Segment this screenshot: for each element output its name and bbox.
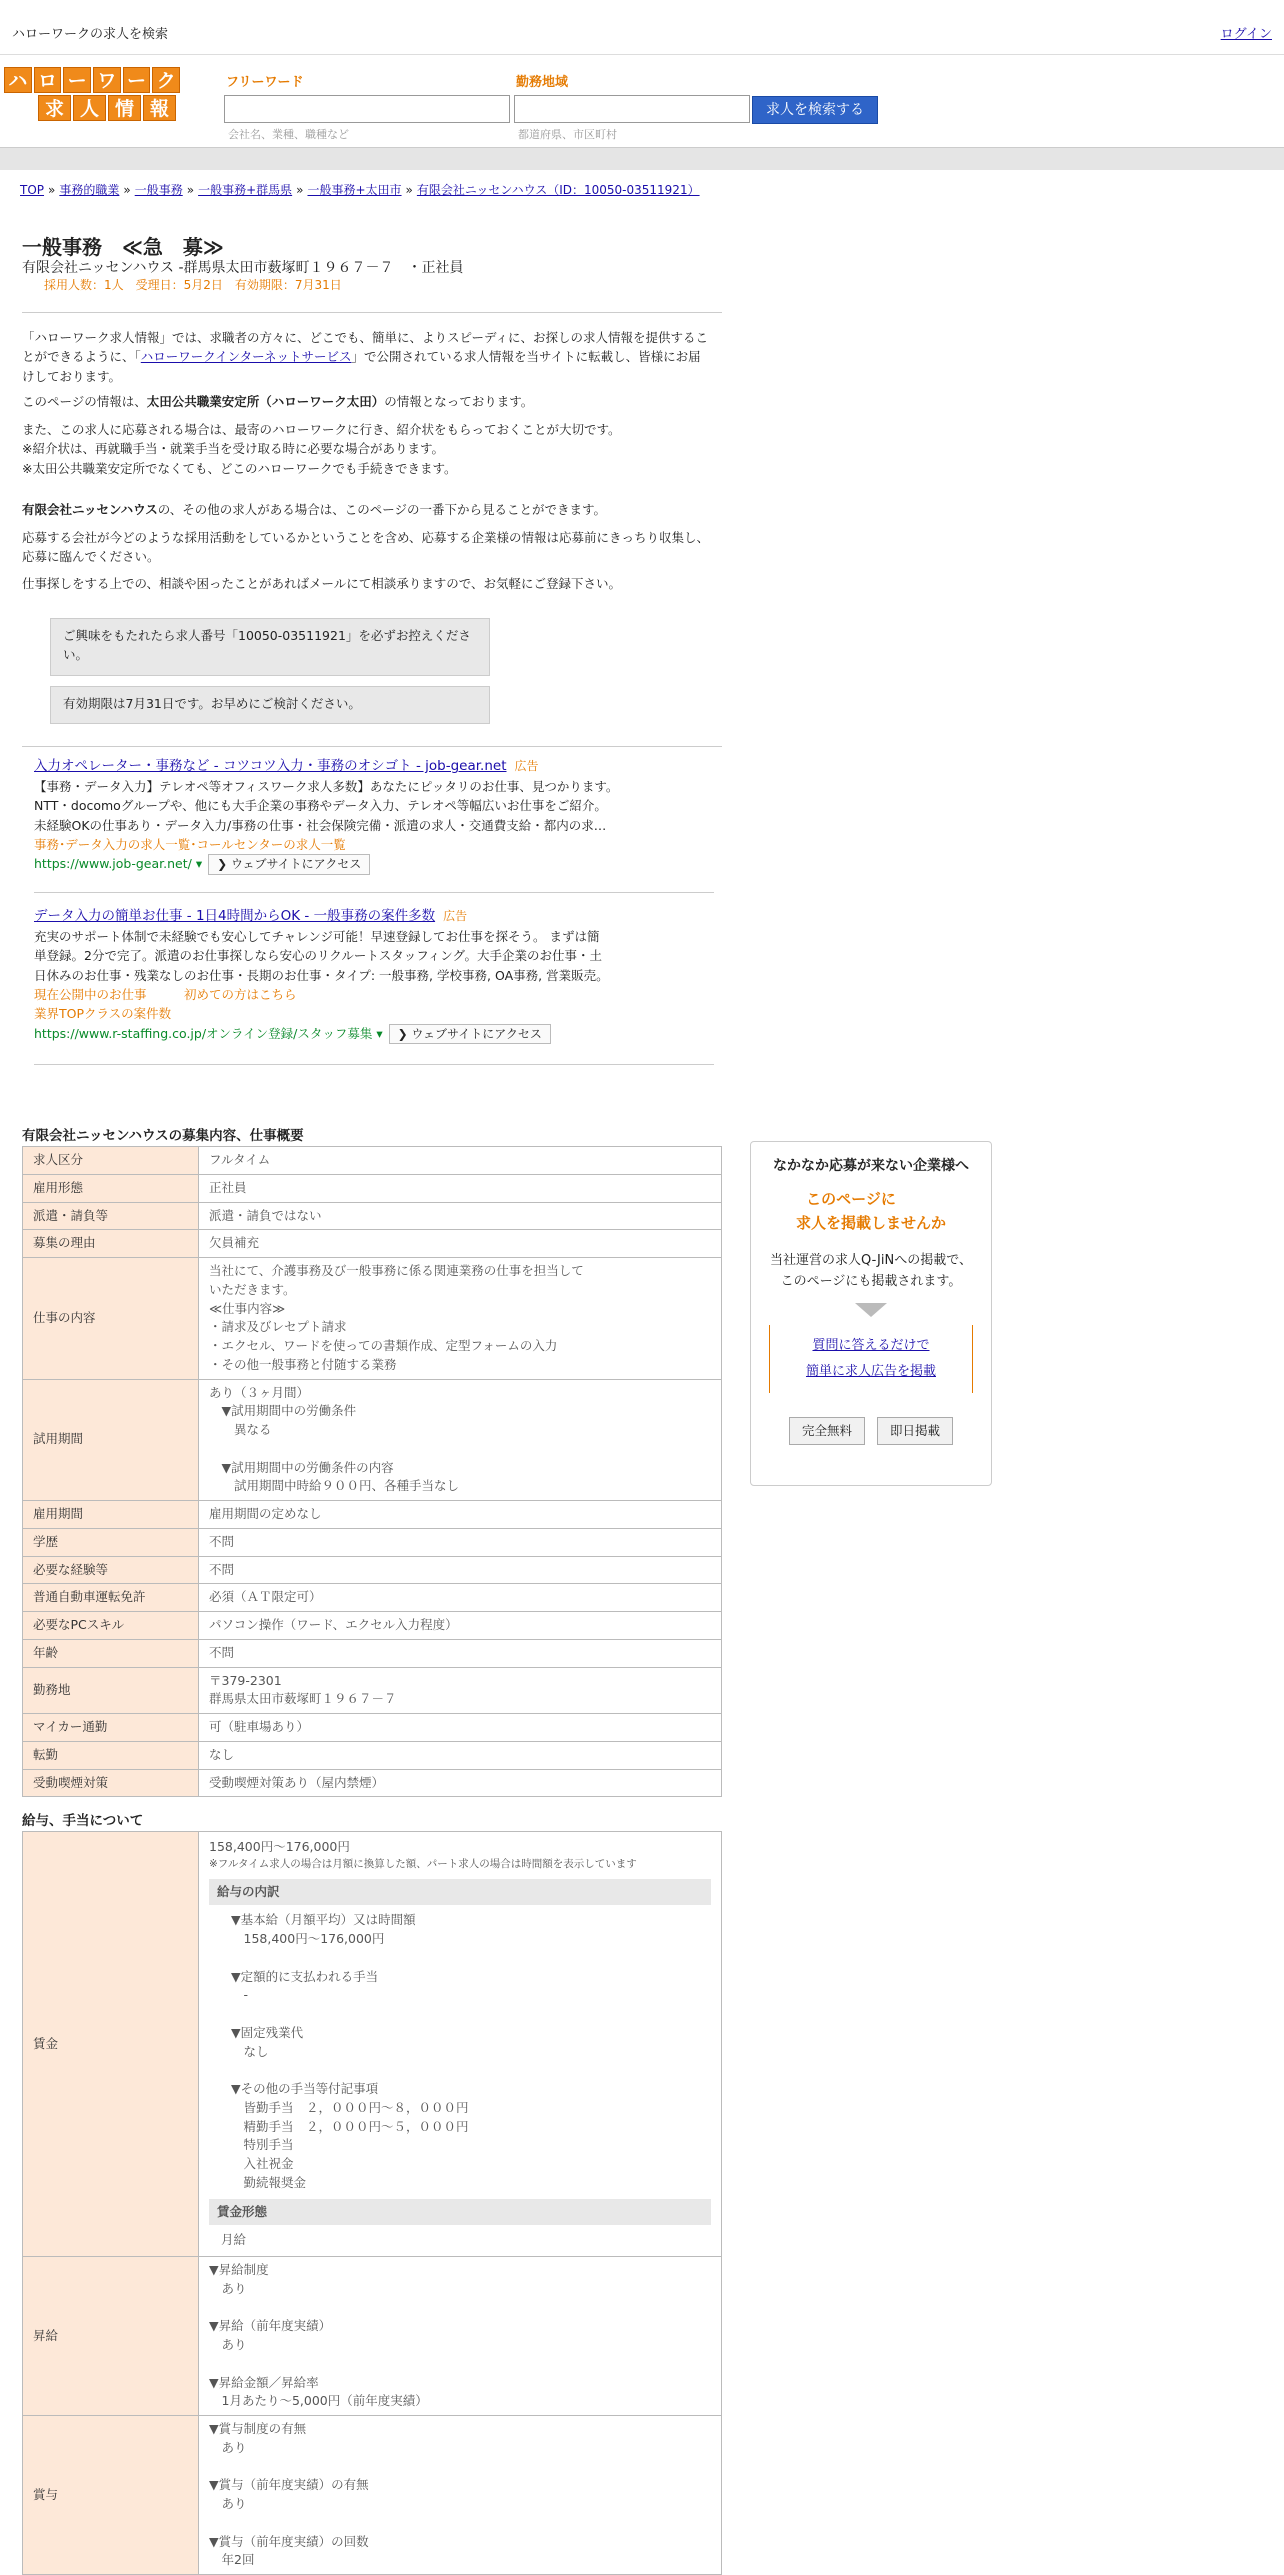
table-row [23, 2416, 722, 2575]
divider [34, 892, 714, 893]
breadcrumb-city[interactable]: 一般事務+太田市 [307, 183, 402, 197]
row-value: 当社にて、介護事務及び一般事務に係る関連業務の仕事を担当して いただきます。 ≪仕事内容≫ ・請求及びレセプト請求 ・エクセル、ワードを使っての書類作成、定型フォームの入力 ・その他一般事務と付随する業務 [199, 1258, 722, 1380]
raise-details: ▼昇給制度 あり ▼昇給（前年度実績） あり ▼昇給金額／昇給率 1月あたり〜5,000円（前年度実績） [199, 2257, 722, 2416]
logo-char: 人 [73, 95, 106, 121]
table-row [23, 1769, 722, 1797]
logo-char: ハ [4, 67, 32, 93]
breadcrumb-category[interactable]: 事務的職業 [59, 183, 120, 197]
logo-char: 情 [108, 95, 141, 121]
logo-row-1 [4, 67, 180, 93]
table-row [23, 1667, 722, 1714]
row-label: 雇用期間 [23, 1501, 199, 1529]
site-tagline: ハローワークの求人を検索 [12, 27, 169, 42]
area-placeholder: 都道府県、市区町村 [518, 128, 617, 141]
visit-website-button[interactable]: ❯ ウェブサイトにアクセス [389, 1024, 551, 1045]
intro-paragraph-1: 「ハローワーク求人情報」では、求職者の方々に、どこでも、簡単に、よりスピーディに、お探しの求人情報を提供することができるように、「ハローワークインターネットサービス」で公開されている求人情報を当サイトに転載し、皆様にお届けしております。 [22, 330, 709, 384]
row-label: 転勤 [23, 1741, 199, 1769]
ad-url[interactable]: https://www.r-staffing.co.jp/オンライン登録/スタッフ募集 [34, 1025, 373, 1041]
logo-char: 求 [38, 95, 71, 121]
divider [22, 746, 722, 747]
job-subtitle: 有限会社ニッセンハウス -群馬県太田市薮塚町１９６７－７ ・正社員 [22, 260, 464, 276]
job-details-table [22, 1146, 722, 1797]
advertise-sidebox [750, 1141, 992, 1486]
salary-section-title: 給与、手当について [22, 1813, 144, 1829]
breadcrumb-company[interactable]: 有限会社ニッセンハウス（ID：10050-03511921） [416, 183, 700, 197]
row-value: なし [199, 1741, 722, 1769]
hellowork-internet-link[interactable]: ハローワークインターネットサービス [140, 349, 352, 365]
area-label: 勤務地域 [516, 75, 569, 90]
table-row [23, 1612, 722, 1640]
ad-text: 充実のサポート体制で未経験でも安心してチャレンジ可能！早速登録してお仕事を探そう。 まずは簡 [34, 928, 600, 944]
row-label: 昇給 [23, 2257, 199, 2416]
table-row [23, 1379, 722, 1501]
table-row [23, 1258, 722, 1380]
table-row [23, 1501, 722, 1529]
table-row [23, 1202, 722, 1230]
table-row [23, 1528, 722, 1556]
table-row [23, 1741, 722, 1769]
sidebox-title: なかなか応募が来ない企業様へ [773, 1158, 969, 1174]
sidebox-catch: このページに 求人を掲載しませんか [795, 1190, 946, 1232]
logo-row-2 [4, 95, 180, 121]
notice-job-number: ご興味をもたれたら求人番号「10050-03511921」を必ずお控えください。 [50, 618, 490, 676]
breakdown-heading: 給与の内訳 [209, 1879, 711, 1906]
row-label: 賞与 [23, 2416, 199, 2575]
ad-text: NTT・docomoグループや、他にも大手企業の事務やデータ入力、テレオペ等幅広いお仕事をご紹介。 [34, 798, 607, 814]
freeword-label: フリーワード [226, 75, 304, 90]
intro-paragraph-5: 応募する会社が今どのような採用活動をしているかということを含め、応募する企業様の情報は応募前にきっちり収集し、応募に臨んでください。 [22, 530, 710, 565]
row-label: 募集の理由 [23, 1230, 199, 1258]
wage-form-heading: 賃金形態 [209, 2199, 711, 2226]
divider [34, 1064, 714, 1065]
table-row [23, 1556, 722, 1584]
freeword-placeholder: 会社名、業種、職種など [228, 128, 349, 141]
table-row [23, 1147, 722, 1175]
sidebox-desc: 当社運営の求人Q-JiNへの掲載で、 このページにも掲載されます。 [770, 1253, 972, 1289]
divider [22, 312, 722, 313]
row-label: 求人区分 [23, 1147, 199, 1175]
salary-table [22, 1831, 722, 2575]
row-label: 受動喫煙対策 [23, 1769, 199, 1797]
row-value: 必須（ＡＴ限定可） [199, 1584, 722, 1612]
table-row [23, 2257, 722, 2416]
job-title: 一般事務 ≪急 募≫ [22, 235, 224, 259]
ad-badge: 広告 [514, 759, 539, 773]
row-label: 必要な経験等 [23, 1556, 199, 1584]
ad-text: 未経験OKの仕事あり・データ入力/事務の仕事・社会保険完備・派遣の求人・交通費支給・都内の求… [34, 817, 607, 833]
arrow-down-icon [855, 1303, 887, 1317]
row-value: フルタイム [199, 1147, 722, 1175]
row-value: 派遣・請負ではない [199, 1202, 722, 1230]
intro-paragraph-6: 仕事探しをする上での、相談や困ったことがあればメールにて相談承りますので、お気軽にご登録下さい。 [22, 576, 622, 591]
intro-paragraph-4: 有限会社ニッセンハウスの、その他の求人がある場合は、このページの一番下から見ることができます。 [22, 502, 607, 517]
logo-char: ー [63, 67, 91, 93]
logo-char: ロ [34, 67, 62, 93]
row-value: 不問 [199, 1556, 722, 1584]
visit-website-button[interactable]: ❯ ウェブサイトにアクセス [208, 854, 370, 875]
breadcrumb-job-type[interactable]: 一般事務 [134, 183, 183, 197]
notice-expiry: 有効期限は7月31日です。お早めにご検討ください。 [50, 686, 490, 724]
row-label: 必要なPCスキル [23, 1612, 199, 1640]
ad-sitelinks[interactable]: 業界TOPクラスの案件数 [34, 1006, 172, 1022]
breadcrumb-top[interactable]: TOP [20, 183, 45, 197]
site-logo[interactable] [4, 67, 180, 123]
row-value: 不問 [199, 1528, 722, 1556]
wage-note: ※フルタイム求人の場合は月額に換算した額、パート求人の場合は時間額を表示しています [209, 1857, 637, 1870]
chevron-down-icon[interactable]: ▾ [195, 856, 203, 872]
breadcrumb-prefecture[interactable]: 一般事務+群馬県 [198, 183, 293, 197]
row-label: 勤務地 [23, 1667, 199, 1714]
area-input[interactable] [514, 95, 750, 123]
ad-sitelinks[interactable]: 現在公開中のお仕事 初めての方はこちら [34, 987, 297, 1003]
logo-char: ワ [93, 67, 121, 93]
row-label: 雇用形態 [23, 1174, 199, 1202]
logo-char: 報 [143, 95, 176, 121]
row-label: 普通自動車運転免許 [23, 1584, 199, 1612]
sidebox-links [769, 1325, 973, 1393]
search-button[interactable]: 求人を検索する [752, 96, 878, 124]
table-row [23, 1584, 722, 1612]
ad-text: 単登録。2分で完了。派遣のお仕事探しなら安心のリクルートスタッフィング。大手企業のお仕事・土 [34, 948, 602, 964]
row-label: 派遣・請負等 [23, 1202, 199, 1230]
easy-posting-link[interactable]: 簡単に求人広告を掲載 [805, 1363, 936, 1379]
logo-char: ー [123, 67, 151, 93]
row-value: 正社員 [199, 1174, 722, 1202]
row-label: 試用期間 [23, 1379, 199, 1501]
details-section-title: 有限会社ニッセンハウスの募集内容、仕事概要 [22, 1128, 304, 1144]
intro-paragraph-2: このページの情報は、太田公共職業安定所（ハローワーク太田）の情報となっております。 [22, 394, 534, 409]
ad-badge: 広告 [443, 909, 468, 923]
header-divider [0, 147, 1284, 170]
top-bar [0, 0, 1284, 55]
ad-text: 【事務・データ入力】テレオペ等オフィスワーク求人多数】あなたにピッタリのお仕事、見つかります。 [34, 778, 619, 794]
row-value: 可（駐車場あり） [199, 1714, 722, 1742]
ad-url[interactable]: https://www.job-gear.net/ [34, 856, 192, 872]
ad-block-2 [34, 906, 714, 1044]
job-meta: 採用人数：1人 受理日：5月2日 有効期限：7月31日 [44, 278, 342, 292]
free-button[interactable]: 完全無料 [789, 1417, 865, 1446]
row-value: 受動喫煙対策あり（屋内禁煙） [199, 1769, 722, 1797]
table-row [23, 1714, 722, 1742]
row-label: マイカー通勤 [23, 1714, 199, 1742]
row-value: パソコン操作（ワード、エクセル入力程度） [199, 1612, 722, 1640]
row-label: 学歴 [23, 1528, 199, 1556]
answer-questions-link[interactable]: 質問に答えるだけで [812, 1337, 930, 1353]
bonus-details: ▼賞与制度の有無 あり ▼賞与（前年度実績）の有無 あり ▼賞与（前年度実績）の回数 年2回 [199, 2416, 722, 2575]
ad-text: 日休みのお仕事・残業なしのお仕事・長期のお仕事・タイプ: 一般事務, 学校事務, OA事務, 営業販売。 [34, 967, 609, 983]
ad-sitelinks[interactable]: 事務･データ入力の求人一覧･コールセンターの求人一覧 [34, 837, 346, 853]
row-value: 〒379-2301 群馬県太田市薮塚町１９６７－７ [199, 1667, 722, 1714]
wage-range: 158,400円〜176,000円 [209, 1839, 350, 1854]
row-value: あり（３ヶ月間） ▼試用期間中の労働条件 異なる ▼試用期間中の労働条件の内容 試用期間中時給９００円、各種手当なし [199, 1379, 722, 1501]
row-label: 賃金 [23, 1832, 199, 2257]
chevron-down-icon[interactable]: ▾ [376, 1025, 383, 1041]
row-label: 年齢 [23, 1639, 199, 1667]
row-value: 欠員補充 [199, 1230, 722, 1258]
table-row [23, 1174, 722, 1202]
row-value: 雇用期間の定めなし [199, 1501, 722, 1529]
intro-paragraph-3: また、この求人に応募される場合は、最寄のハローワークに行き、紹介状をもらっておくことが大切です。 ※紹介状は、再就職手当・就業手当を受け取る時に必要な場合があります。 ※太田公共職業安定所でなくても、どこのハローワークでも手続きできます。 [22, 422, 621, 476]
logo-char: ク [152, 67, 180, 93]
header [0, 55, 1284, 147]
row-label: 仕事の内容 [23, 1258, 199, 1380]
same-day-button[interactable]: 即日掲載 [877, 1417, 953, 1446]
row-value: 不問 [199, 1639, 722, 1667]
login-link[interactable]: ログイン [1220, 27, 1272, 42]
breadcrumb: TOP » 事務的職業 » 一般事務 » 一般事務+群馬県 » 一般事務+太田市 » 有限会社ニッセンハウス（ID：10050-03511921） [20, 183, 700, 197]
breakdown-details: ▼基本給（月額平均）又は時間額 158,400円〜176,000円 ▼定額的に支払われる手当 - ▼固定残業代 なし ▼その他の手当等付記事項 皆勤手当 ２，０００円～８，０００円 精勤手当 ２，０００円～５，０００円 特別手当 入社祝金 勤続報奨金 [231, 1912, 469, 2190]
wage-form: 月給 [221, 2232, 247, 2248]
ad-block-1 [34, 756, 714, 875]
ad-title-link[interactable]: 入力オペレーター・事務など - コツコツ入力・事務のオシゴト - job-gear.net [34, 758, 507, 774]
table-row [23, 1230, 722, 1258]
table-row [23, 1639, 722, 1667]
freeword-input[interactable] [224, 95, 510, 123]
ad-title-link[interactable]: データ入力の簡単お仕事 - 1日4時間からOK - 一般事務の案件多数 [34, 908, 436, 924]
table-row [23, 1832, 722, 2257]
